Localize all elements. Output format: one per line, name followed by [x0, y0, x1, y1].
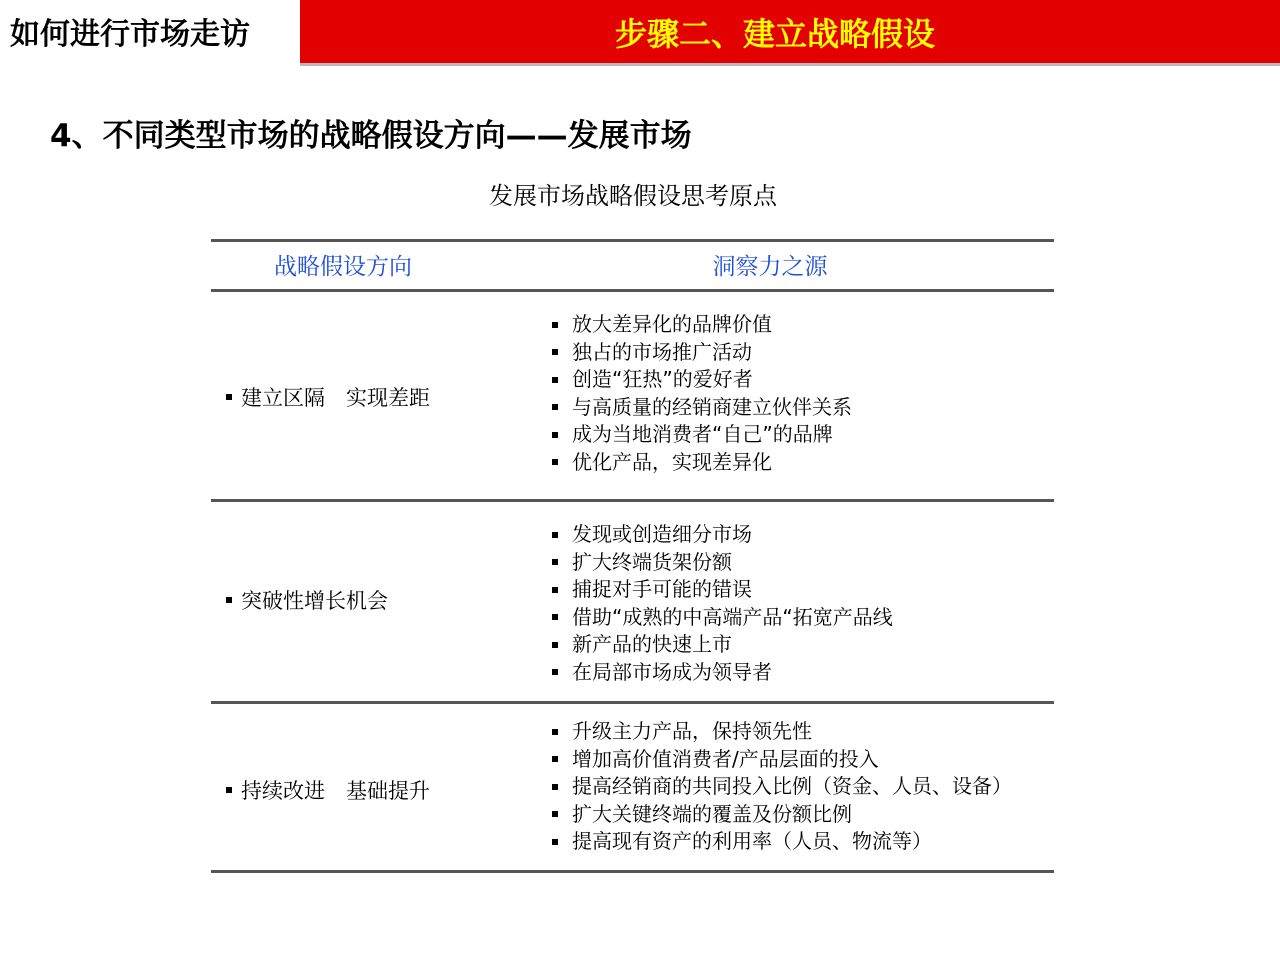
bullet-icon — [552, 839, 558, 845]
list-item: 升级主力产品，保持领先性 — [552, 718, 1012, 746]
bullet-icon — [552, 459, 558, 465]
direction-label: 持续改进 基础提升 — [241, 779, 430, 803]
bullet-icon — [226, 597, 232, 603]
table-row-direction — [226, 382, 430, 412]
list-item: 创造“狂热”的爱好者 — [552, 366, 852, 394]
list-item: 提高经销商的共同投入比例（资金、人员、设备） — [552, 773, 1012, 801]
bullet-icon — [552, 559, 558, 565]
bullet-icon — [552, 377, 558, 383]
list-item: 独占的市场推广活动 — [552, 339, 852, 367]
list-item: 提高现有资产的利用率（人员、物流等） — [552, 828, 1012, 856]
table-bottom-rule — [211, 870, 1054, 873]
bullet-icon — [552, 642, 558, 648]
list-item: 捕捉对手可能的错误 — [552, 576, 893, 604]
list-item: 增加高价值消费者/产品层面的投入 — [552, 746, 1012, 774]
table-row-direction — [226, 775, 430, 805]
bullet-icon — [552, 532, 558, 538]
list-item: 扩大终端货架份额 — [552, 549, 893, 577]
direction-label: 建立区隔 实现差距 — [241, 386, 430, 410]
bullet-icon — [552, 322, 558, 328]
bullet-icon — [552, 404, 558, 410]
bullet-icon — [552, 669, 558, 675]
section-title: 4、不同类型市场的战略假设方向——发展市场 — [50, 118, 692, 154]
bullet-icon — [552, 756, 558, 762]
step-banner-title: 步骤二、建立战略假设 — [614, 14, 935, 53]
list-item: 放大差异化的品牌价值 — [552, 311, 852, 339]
table-top-rule — [211, 239, 1054, 242]
list-item: 新产品的快速上市 — [552, 631, 893, 659]
table-header-rule — [211, 289, 1054, 292]
bullet-icon — [552, 432, 558, 438]
column-header-direction: 战略假设方向 — [274, 254, 412, 280]
insight-list — [552, 521, 893, 686]
bullet-icon — [552, 349, 558, 355]
table-title: 发展市场战略假设思考原点 — [489, 182, 777, 210]
bullet-icon — [552, 784, 558, 790]
insight-list — [552, 311, 852, 476]
list-item: 发现或创造细分市场 — [552, 521, 893, 549]
bullet-icon — [552, 811, 558, 817]
bullet-icon — [226, 787, 232, 793]
column-header-insight: 洞察力之源 — [712, 254, 828, 280]
list-item: 成为当地消费者“自己”的品牌 — [552, 421, 852, 449]
step-banner — [300, 0, 1280, 63]
row-divider — [211, 701, 1054, 704]
insight-list — [552, 718, 1012, 856]
direction-label: 突破性增长机会 — [241, 589, 388, 613]
bullet-icon — [226, 394, 232, 400]
list-item: 与高质量的经销商建立伙伴关系 — [552, 394, 852, 422]
bullet-icon — [552, 587, 558, 593]
list-item: 扩大关键终端的覆盖及份额比例 — [552, 801, 1012, 829]
bullet-icon — [552, 729, 558, 735]
page-heading: 如何进行市场走访 — [10, 17, 250, 52]
row-divider — [211, 499, 1054, 502]
list-item: 在局部市场成为领导者 — [552, 659, 893, 687]
list-item: 优化产品，实现差异化 — [552, 449, 852, 477]
banner-shadow — [300, 63, 1280, 66]
list-item: 借助“成熟的中高端产品“拓宽产品线 — [552, 604, 893, 632]
bullet-icon — [552, 614, 558, 620]
table-row-direction — [226, 585, 388, 615]
